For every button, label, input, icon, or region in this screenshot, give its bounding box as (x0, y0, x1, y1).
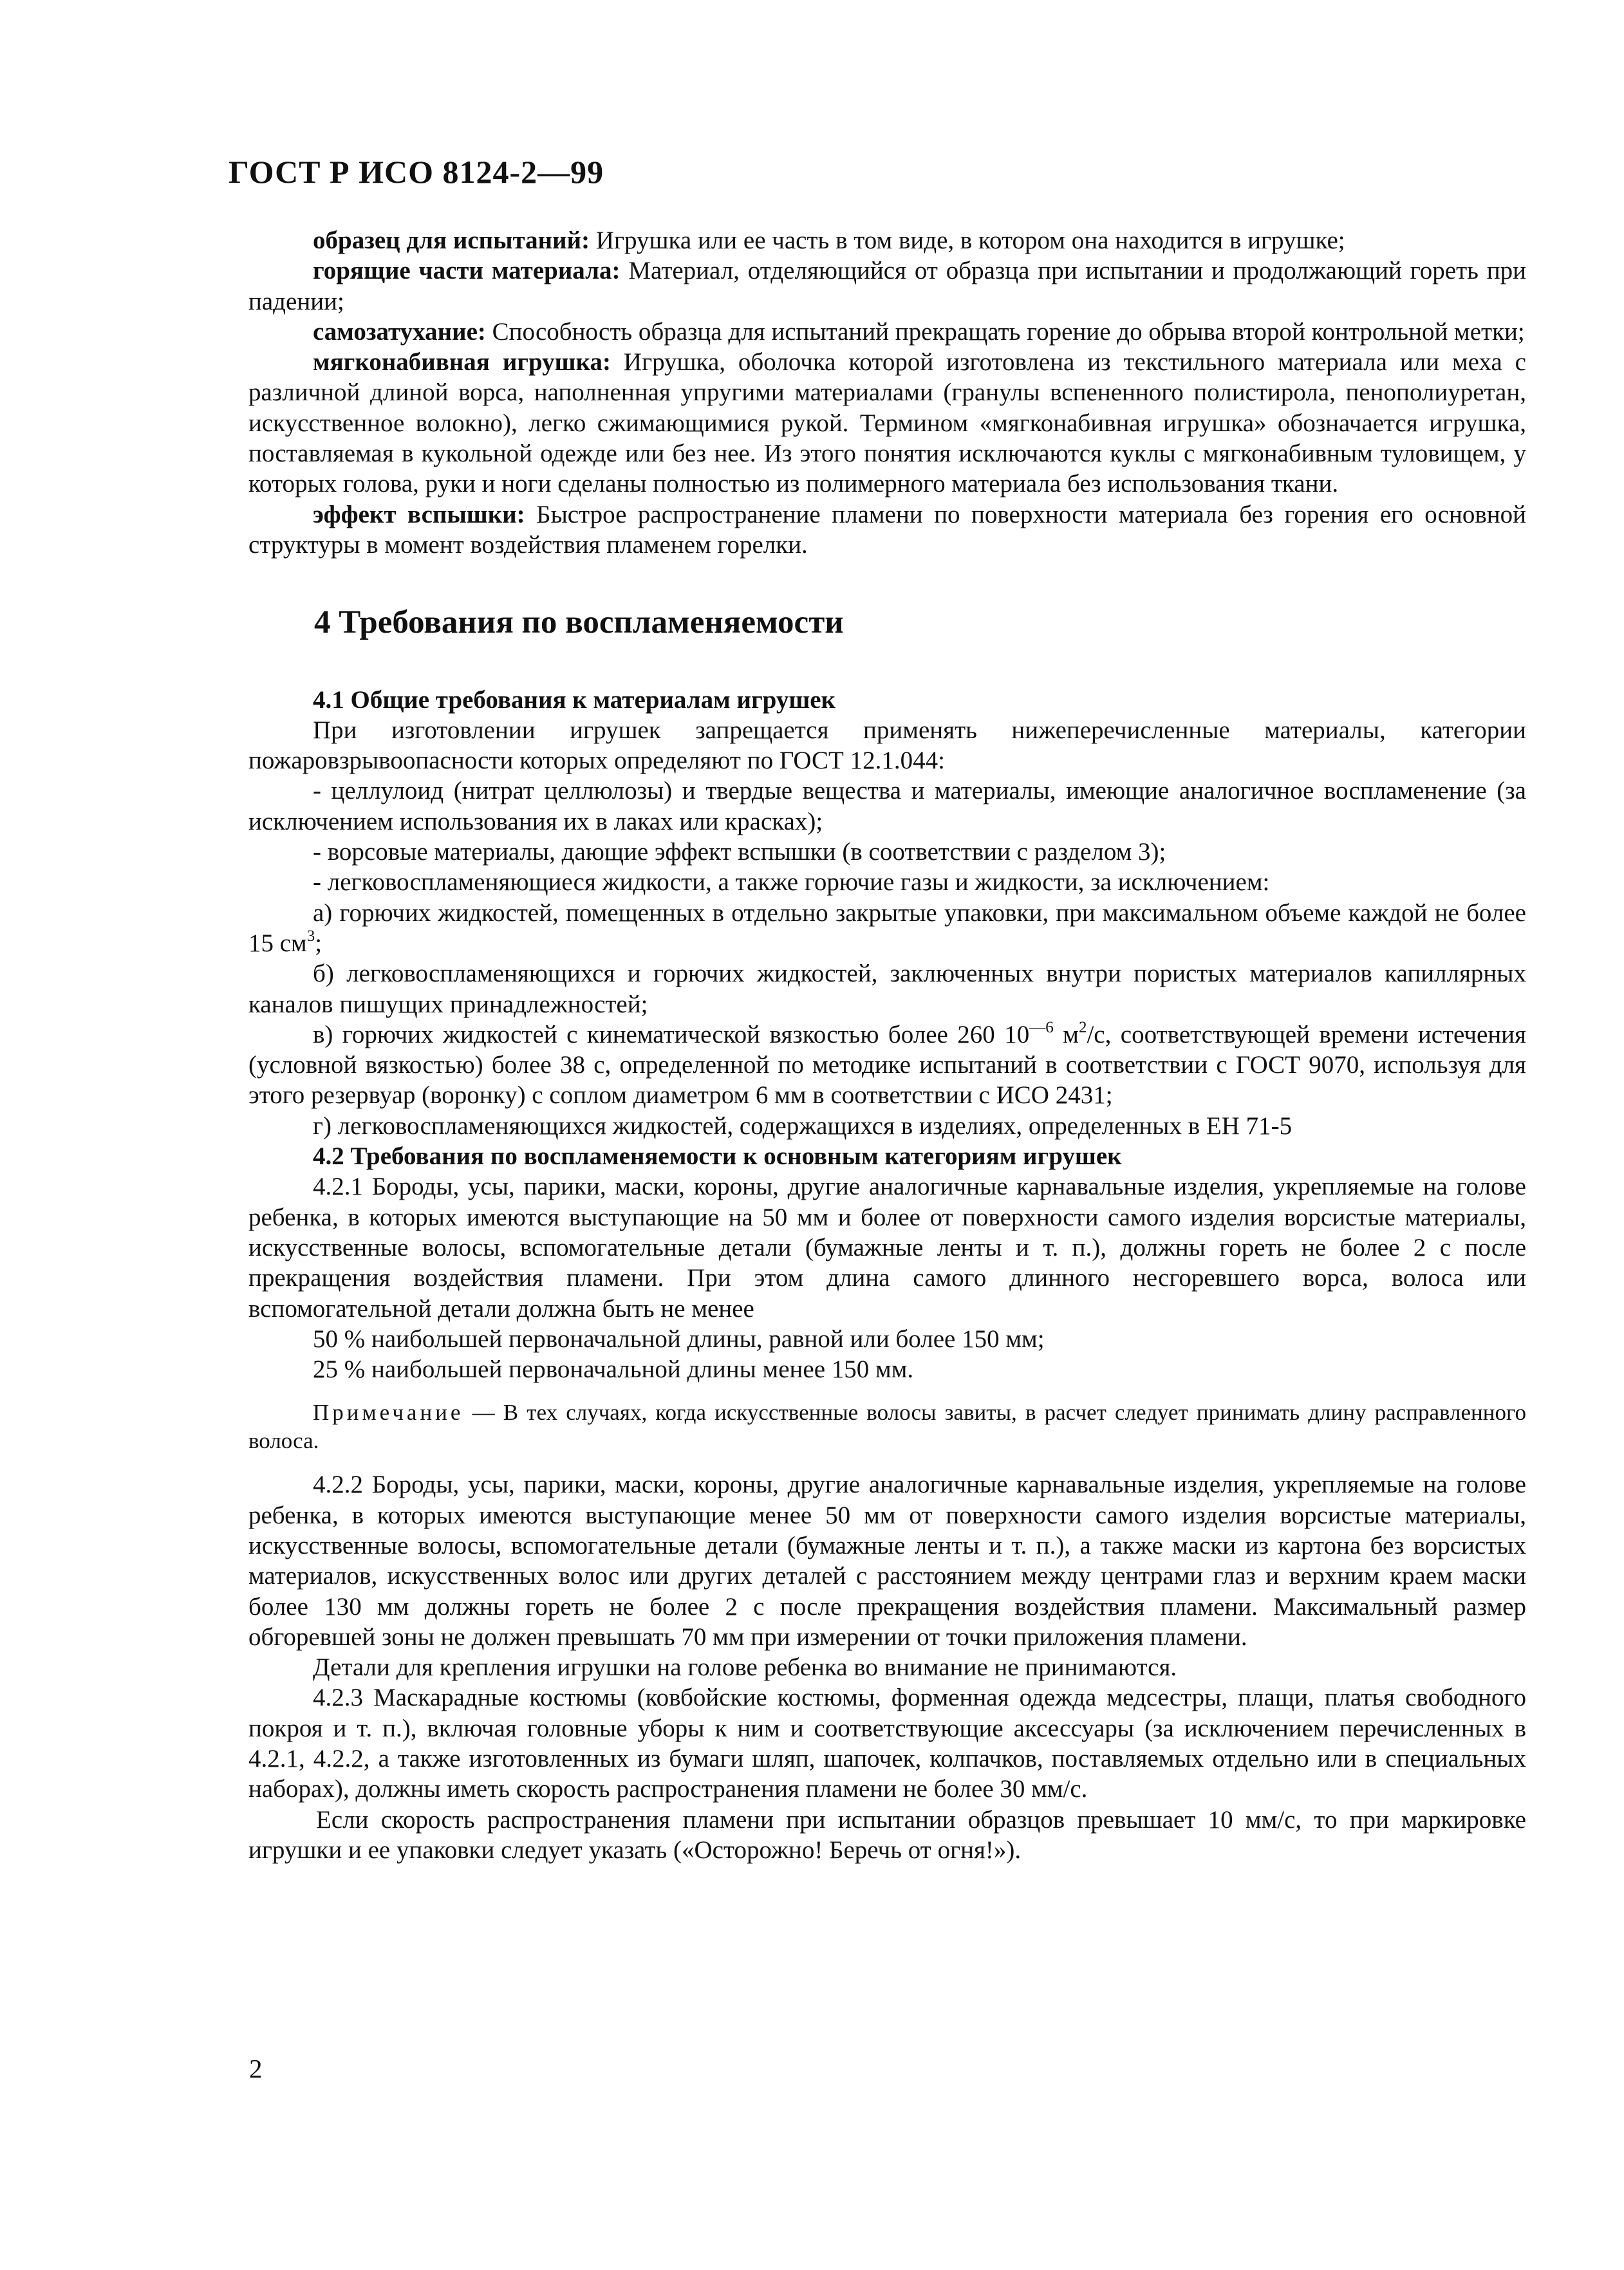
definition-burning-parts: горящие части материала: Материал, отделяющийся от образца при испытании и продолжающий гореть при падении; (248, 257, 1526, 315)
clause-4-2-2: 4.2.2 Бороды, усы, парики, маски, короны, другие аналогичные карнавальные изделия, укрепляемые на голове ребенка, в которых имеются выступающие менее 50 мм от поверхности самого изделия ворсистые материалы, искусственные волосы, вспомогательные детали (бумажные ленты и т. п.), а также маски из картона без ворсистых материалов, искусственных волос или других деталей с расстоянием между центрами глаз и верхним краем маски более 130 мм должны гореть не более 2 с после прекращения воздействия пламени. Максимальный размер обгоревшей зоны не должен превышать 70 мм при измерении от точки приложения пламени. (248, 1471, 1526, 1651)
definition-soft-toy: мягконабивная игрушка: Игрушка, оболочка которой изготовлена из текстильного материала или меха с различной длиной ворса, наполненная упругими материалами (гранулы вспененного полистирола, пенополиуретан, искусственное волокно), легко сжимающимися рукой. Термином «мягконабивная игрушка» обозначается игрушка, поставляемая в кукольной одежде или без нее. Из этого понятия исключаются куклы с мягконабивным туловищем, у которых голова, руки и ноги сделаны полностью из полимерного материала без использования ткани. (248, 348, 1526, 498)
clause-4-2-1-line-1: 50 % наибольшей первоначальной длины, равной или более 150 мм; (313, 1325, 1045, 1353)
section-4-title: 4 Требования по воспламеняемости (314, 604, 844, 641)
page-number: 2 (249, 2054, 263, 2083)
note-label: Примечание (313, 1400, 464, 1426)
clause-4-2-3: 4.2.3 Маскарадные костюмы (ковбойские костюмы, форменная одежда медсестры, плащи, платья свободного покроя и т. п.), включая головные уборы к ним и соответствующие аксессуары (за исключением перечисленных в 4.2.1, 4.2.2, а также изготовленных из бумаги шляп, шапочек, колпачков, поставляемых отдельно или в специальных наборах), должны иметь скорость распространения пламени не более 30 мм/с. (248, 1684, 1526, 1803)
list-item-flammable-liquids: - легковоспламеняющиеся жидкости, а также горючие газы и жидкости, за исключением: (313, 868, 1270, 897)
section-4-2-title: 4.2 Требования по воспламеняемости к основным категориям игрушек (313, 1142, 1122, 1171)
section-4-1-intro: При изготовлении игрушек запрещается применять нижеперечисленные материалы, категории пожаровзрывоопасности которых определяют по ГОСТ 12.1.044: (248, 716, 1526, 775)
section-4-1-title: 4.1 Общие требования к материалам игрушек (313, 685, 836, 714)
page-content (248, 225, 1526, 1865)
definition-self-extinguishing: самозатухание: Способность образца для испытаний прекращать горение до обрыва второй контрольной метки; (313, 317, 1525, 346)
list-item-celluloid: - целлулоид (нитрат целлюлозы) и твердые вещества и материалы, имеющие аналогичное воспламенение (за исключением использования их в лаках или красках); (248, 777, 1526, 835)
definition-test-sample: образец для испытаний: Игрушка или ее часть в том виде, в котором она находится в игрушке; (313, 227, 1345, 254)
note: Примечание — В тех случаях, когда искусственные волосы завиты, в расчет следует принимать длину расправленного волоса. (248, 1400, 1526, 1454)
list-item-g: г) легковоспламеняющихся жидкостей, содержащихся в изделиях, определенных в ЕН 71-5 (313, 1112, 1293, 1140)
clause-4-2-3-marking: Если скорость распространения пламени при испытании образцов превышает 10 мм/с, то при маркировке игрушки и ее упаковки следует указать («Осторожно! Беречь от огня!»). (248, 1805, 1526, 1864)
definition-flash-effect: эффект вспышки: Быстрое распространение пламени по поверхности материала без горения его основной структуры в момент воздействия пламенем горелки. (248, 500, 1527, 559)
list-item-a: а) горючих жидкостей, помещенных в отдельно закрытые упаковки, при максимальном объеме каждой не более 15 $см^3$; (248, 898, 1526, 957)
list-item-b: б) легковоспламеняющихся и горючих жидкостей, заключенных внутри пористых материалов капиллярных каналов пишущих принадлежностей; (248, 960, 1526, 1018)
clause-4-2-2-fastening: Детали для крепления игрушки на голове ребенка во внимание не принимаются. (313, 1653, 1177, 1682)
list-item-pile-materials: - ворсовые материалы, дающие эффект вспышки (в соответствии с разделом 3); (313, 838, 1166, 866)
clause-4-2-1-line-2: 25 % наибольшей первоначальной длины менее 150 мм. (313, 1355, 914, 1384)
document-header: ГОСТ Р ИСО 8124-2—99 (229, 154, 604, 190)
clause-4-2-1: 4.2.1 Бороды, усы, парики, маски, короны, другие аналогичные карнавальные изделия, укрепляемые на голове ребенка, в которых имеются выступающие на 50 мм и более от поверхности самого изделия ворсистые материалы, искусственные волосы, вспомогательные детали (бумажные ленты и т. п.), должны гореть не более 2 с после прекращения воздействия пламени. При этом длина самого длинного несгоревшего ворса, волоса или вспомогательной детали должна быть не менее (248, 1173, 1526, 1323)
list-item-v: в) горючих жидкостей с кинематической вязкостью более 260 $10^{—6}$ $м^2/с$, соответствующей времени истечения (условной вязкостью) более 38 с, определенной по методике испытаний в соответствии с ГОСТ 9070, используя для этого резервуар (воронку) с соплом диаметром 6 мм в соответствии с ИСО 2431; (248, 1018, 1526, 1110)
